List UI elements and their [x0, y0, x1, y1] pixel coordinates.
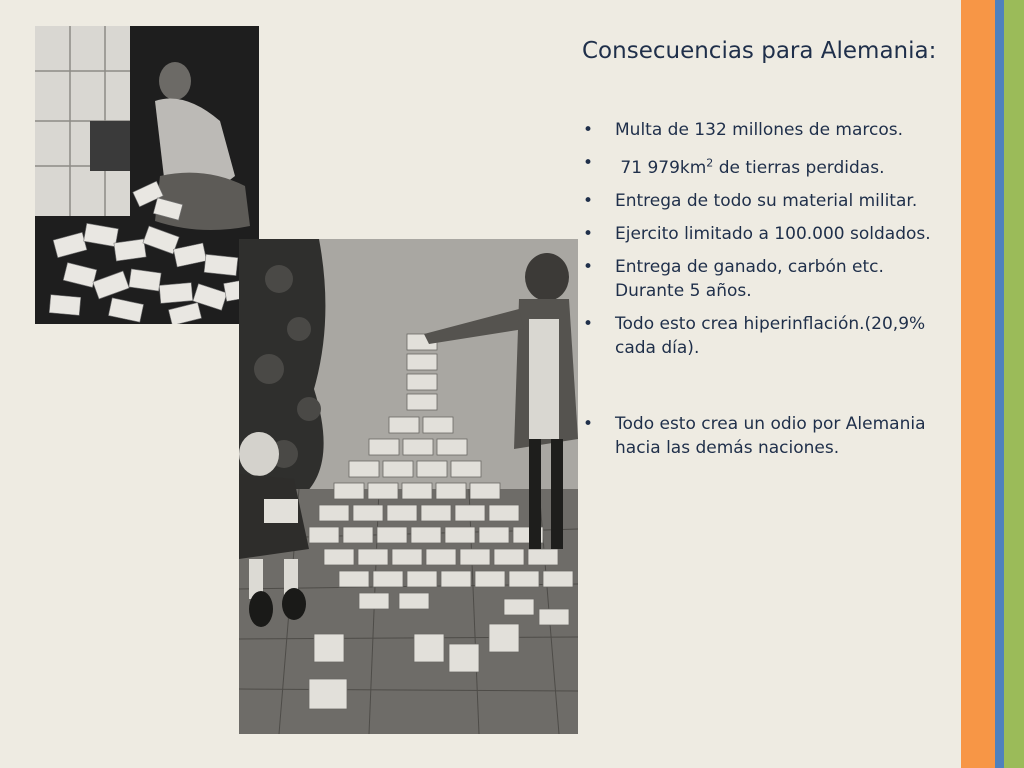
bullet-dot: • [583, 120, 594, 140]
bullet-item-hyperinflation [582, 312, 954, 360]
bullet-item-livestock-coal [582, 255, 954, 303]
bullet-dot: • [583, 190, 594, 211]
bullet-text-part: 71 979km [615, 157, 707, 178]
bullet-text: Ejercito limitado a 100.000 soldados. [615, 223, 931, 244]
bullet-dot: • [583, 153, 594, 173]
bullet-item-army-limit [582, 222, 954, 246]
bullet-dot: • [583, 413, 594, 434]
bullet-text: Multa de 132 millones de marcos. [615, 120, 904, 140]
bullet-text: Todo esto crea hiperinflación.(20,9% cada día). [615, 313, 926, 358]
bullet-text-part: de tierras perdidas. [713, 157, 885, 178]
bullet-text [615, 158, 884, 178]
bullet-item-hatred [582, 412, 954, 460]
bullet-dot: • [583, 256, 594, 277]
green-accent-stripe [1004, 0, 1024, 768]
bullet-dot: • [583, 223, 594, 244]
bullet-text: Entrega de ganado, carbón etc. Durante 5 años. [615, 256, 884, 301]
bullet-text: Todo esto crea un odio por Alemania hacia las demás naciones. [615, 413, 926, 458]
bullet-text: Entrega de todo su material militar. [615, 190, 918, 211]
woman-burning-banknotes-photo [35, 26, 259, 324]
bullet-item-fine [582, 118, 954, 142]
blue-accent-stripe [995, 0, 1004, 768]
children-playing-with-money-bundles-photo [239, 239, 578, 734]
slide-title: Consecuencias para Alemania: [582, 38, 937, 64]
bullet-item-lost-territory [582, 151, 954, 180]
superscript-2: 2 [706, 156, 714, 169]
bullet-dot: • [583, 313, 594, 334]
orange-accent-stripe [961, 0, 995, 768]
consequences-bullet-list [582, 118, 954, 469]
bullet-item-military-material [582, 189, 954, 213]
